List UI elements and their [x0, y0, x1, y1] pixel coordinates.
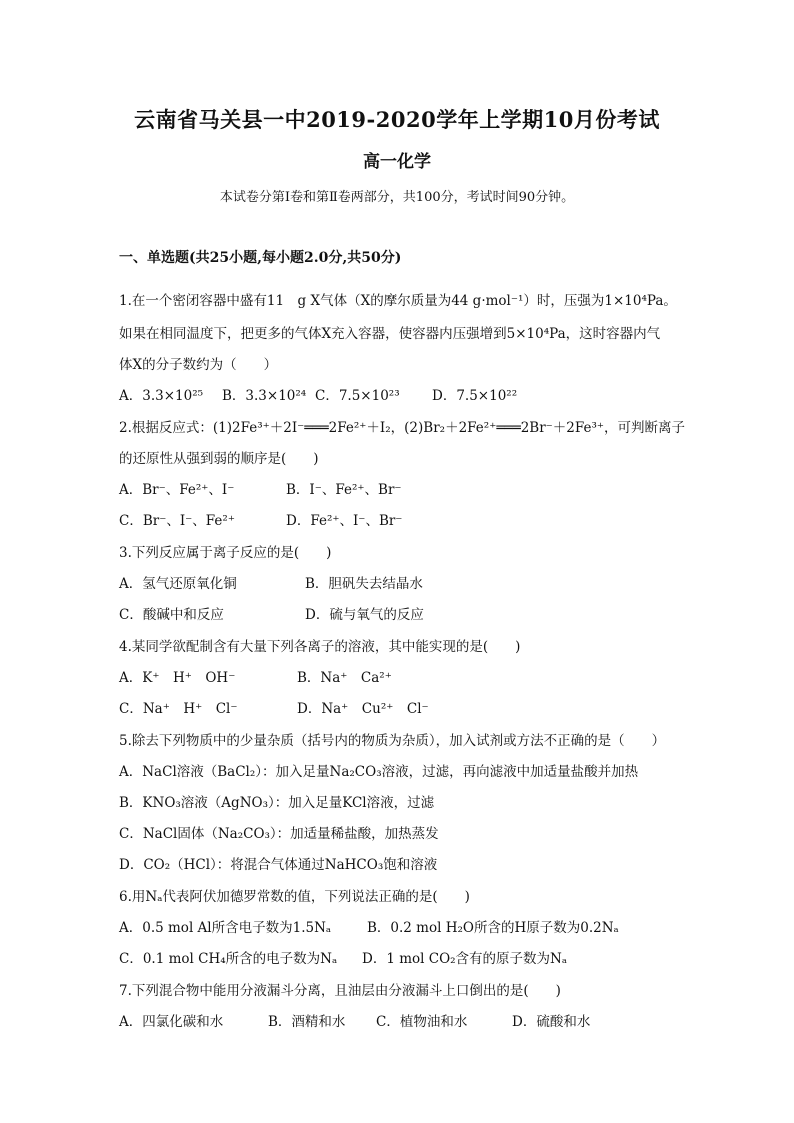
question-2-stem-line-1: 2.根据反应式：(1)2Fe³⁺＋2I⁻═══2Fe²⁺＋I₂，(2)Br₂＋2Fe²⁺═══2Br⁻＋2Fe³⁺，可判断离子: [119, 420, 686, 436]
question-6-stem: 6.用Nₐ代表阿伏加德罗常数的值，下列说法正确的是( ): [119, 889, 470, 905]
question-3-option-d: D．硫与氧气的反应: [305, 607, 424, 623]
question-1-option-c: C．7.5×10²³: [315, 388, 400, 404]
question-4-option-b: B．Na⁺ Ca²⁺: [297, 670, 392, 686]
question-2-option-d: D．Fe²⁺、I⁻、Br⁻: [286, 513, 403, 529]
exam-subject: 高一化学: [363, 152, 431, 172]
question-3-option-a: A．氢气还原氧化铜: [119, 576, 237, 592]
question-5-option-a: A．NaCl溶液（BaCl₂）：加入足量Na₂CO₃溶液，过滤，再向滤液中加适量盐酸并加热: [119, 764, 639, 780]
question-1-option-a: A．3.3×10²⁵: [119, 388, 204, 404]
question-2-option-a: A．Br⁻、Fe²⁺、I⁻: [119, 482, 235, 498]
question-6-option-a: A．0.5 mol Al所含电子数为1.5Nₐ: [119, 920, 332, 936]
question-2-option-c: C．Br⁻、I⁻、Fe²⁺: [119, 513, 235, 529]
question-4-stem: 4.某同学欲配制含有大量下列各离子的溶液，其中能实现的是( ): [119, 639, 521, 655]
question-1-stem-line-3: 体X的分子数约为（ ）: [119, 357, 278, 373]
question-4-option-d: D．Na⁺ Cu²⁺ Cl⁻: [297, 701, 429, 717]
question-2-stem-line-2: 的还原性从强到弱的顺序是( ): [119, 451, 319, 467]
exam-note: 本试卷分第Ⅰ卷和第Ⅱ卷两部分，共100分，考试时间90分钟。: [219, 190, 575, 205]
question-7-option-c: C．植物油和水: [376, 1014, 468, 1030]
question-2-option-b: B．I⁻、Fe²⁺、Br⁻: [286, 482, 402, 498]
question-7-stem: 7.下列混合物中能用分液漏斗分离，且油层由分液漏斗上口倒出的是( ): [119, 983, 561, 999]
question-3-option-c: C．酸碱中和反应: [119, 607, 224, 623]
question-5-option-d: D．CO₂（HCl）：将混合气体通过NaHCO₃饱和溶液: [119, 857, 438, 873]
question-5-stem: 5.除去下列物质中的少量杂质（括号内的物质为杂质），加入试剂或方法不正确的是（ ）: [119, 733, 666, 749]
question-6-option-b: B．0.2 mol H₂O所含的H原子数为0.2Nₐ: [367, 920, 619, 936]
question-5-option-c: C．NaCl固体（Na₂CO₃）：加适量稀盐酸，加热蒸发: [119, 826, 439, 842]
question-1-stem-line-1: 1.在一个密闭容器中盛有11 g X气体（X的摩尔质量为44 g·mol⁻¹）时，压强为1×10⁴Pa。: [119, 293, 677, 309]
question-7-option-a: A．四氯化碳和水: [119, 1014, 224, 1030]
question-5-option-b: B．KNO₃溶液（AgNO₃）：加入足量KCl溶液，过滤: [119, 795, 435, 811]
question-6-option-d: D．1 mol CO₂含有的原子数为Nₐ: [362, 951, 568, 967]
question-1-stem-line-2: 如果在相同温度下，把更多的气体X充入容器，使容器内压强增到5×10⁴Pa，这时容器内气: [119, 326, 661, 342]
question-6-option-c: C．0.1 mol CH₄所含的电子数为Nₐ: [119, 951, 338, 967]
question-4-option-c: C．Na⁺ H⁺ Cl⁻: [119, 701, 238, 717]
question-7-option-d: D．硫酸和水: [512, 1014, 591, 1030]
question-7-option-b: B．酒精和水: [268, 1014, 346, 1030]
exam-title: 云南省马关县一中2019-2020学年上学期10月份考试: [134, 107, 660, 132]
question-3-stem: 3.下列反应属于离子反应的是( ): [119, 545, 332, 561]
question-1-option-b: B．3.3×10²⁴: [222, 388, 307, 404]
question-4-option-a: A．K⁺ H⁺ OH⁻: [119, 670, 236, 686]
question-3-option-b: B．胆矾失去结晶水: [305, 576, 423, 592]
question-1-option-d: D．7.5×10²²: [432, 388, 518, 404]
section-heading: 一、单选题(共25小题,每小题2.0分,共50分): [119, 250, 402, 266]
